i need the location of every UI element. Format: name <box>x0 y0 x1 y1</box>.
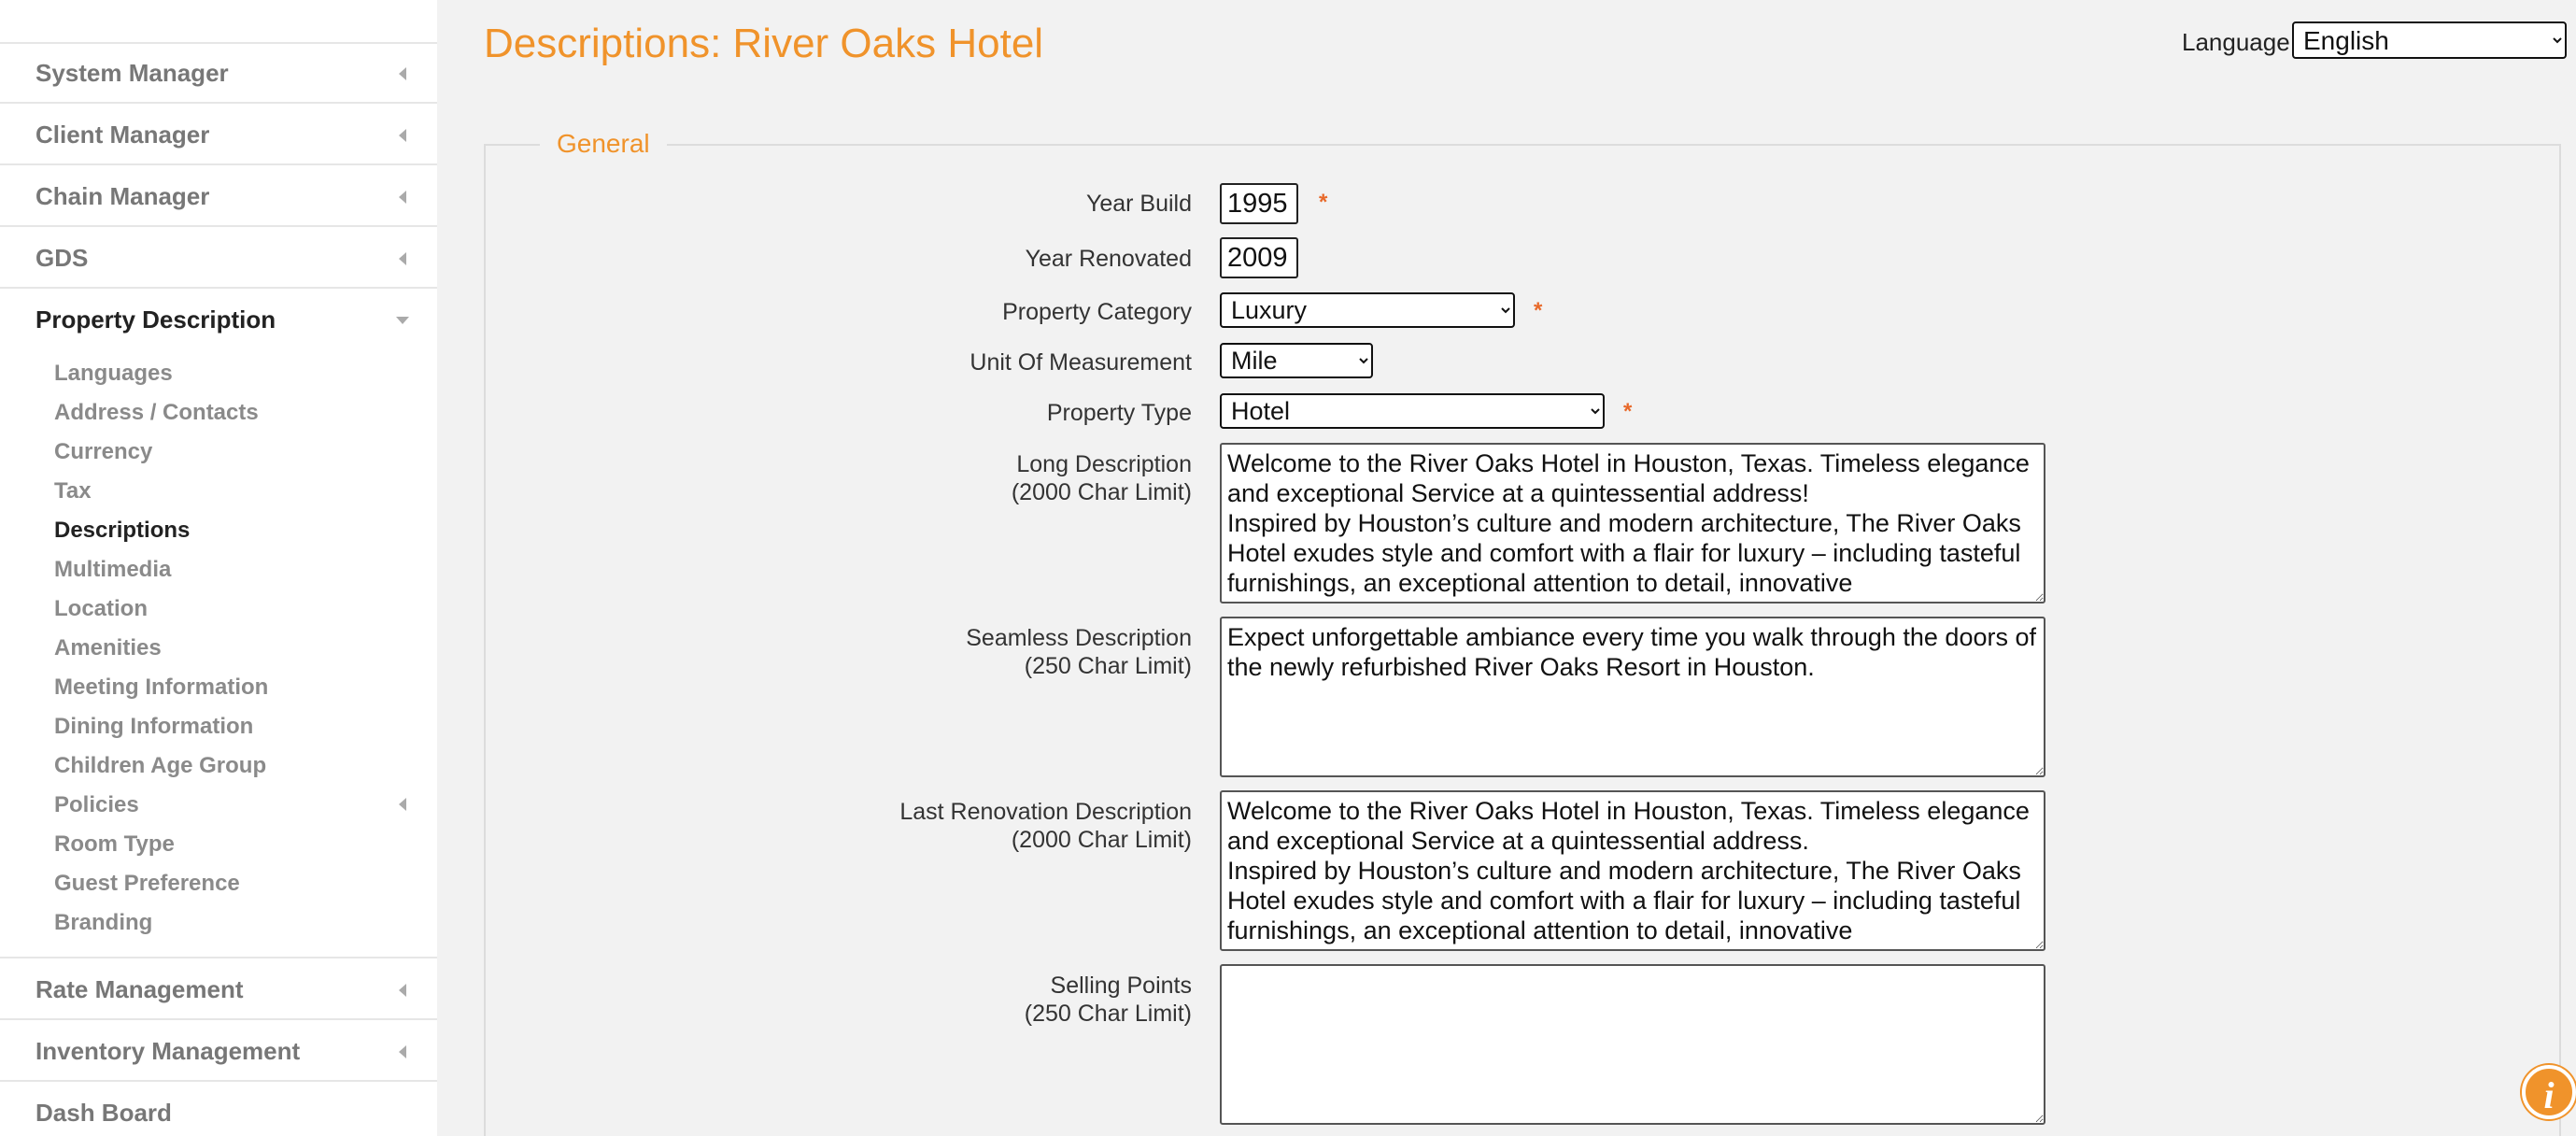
property-type-label <box>1047 399 1192 427</box>
info-icon[interactable]: i <box>2522 1065 2576 1119</box>
required-marker: * <box>1319 190 1328 215</box>
selling-points-label-text: Selling Points <box>1050 973 1192 999</box>
chevron-left-icon <box>399 984 406 997</box>
selling-points-label <box>1025 972 1192 1028</box>
sidebar-subitem-address-contacts[interactable] <box>0 392 437 432</box>
chevron-left-icon <box>399 129 406 142</box>
chevron-left-icon <box>399 798 406 811</box>
last-renovation-description-label-text: Last Renovation Description <box>899 799 1192 825</box>
property-type-select[interactable] <box>1220 393 1605 429</box>
sidebar-item-chain-manager[interactable] <box>0 167 437 227</box>
sidebar-subitem-label: Tax <box>54 478 92 504</box>
year-renovated-input[interactable] <box>1220 237 1298 278</box>
sidebar-subitem-policies[interactable] <box>0 785 437 824</box>
sidebar-subitem-currency[interactable] <box>0 432 437 471</box>
page-title: Descriptions: River Oaks Hotel <box>484 21 1044 66</box>
sidebar-item-dash-board[interactable] <box>0 1084 437 1136</box>
sidebar-item-gds[interactable] <box>0 229 437 289</box>
long-description-label-text: Long Description <box>1016 451 1192 477</box>
sidebar-subitem-label: Descriptions <box>54 518 191 543</box>
sidebar-subitem-tax[interactable] <box>0 471 437 510</box>
property-category-label-text: Property Category <box>1002 299 1192 325</box>
sidebar-item-label: Inventory Management <box>35 1037 301 1065</box>
year-build-input[interactable] <box>1220 183 1298 224</box>
fieldset-legend: General <box>540 129 667 159</box>
seamless-description-textarea[interactable] <box>1220 617 2045 777</box>
sidebar-subitem-label: Location <box>54 596 148 621</box>
sidebar-item-label: Chain Manager <box>35 182 210 210</box>
selling-points-limit: (250 Char Limit) <box>1024 1001 1192 1027</box>
sidebar-subitem-multimedia[interactable] <box>0 549 437 589</box>
sidebar-item-label: Rate Management <box>35 975 244 1003</box>
sidebar-subitem-languages[interactable] <box>0 353 437 392</box>
sidebar-subitem-children-age-group[interactable] <box>0 746 437 785</box>
selling-points-textarea[interactable] <box>1220 964 2045 1125</box>
sidebar-subitem-amenities[interactable] <box>0 628 437 667</box>
long-description-textarea[interactable] <box>1220 443 2045 604</box>
language-select[interactable] <box>2292 21 2567 59</box>
year-renovated-label-text: Year Renovated <box>1025 246 1192 272</box>
sidebar-subitem-room-type[interactable] <box>0 824 437 863</box>
sidebar-subitem-label: Guest Preference <box>54 871 240 896</box>
sidebar-submenu <box>0 340 437 958</box>
year-build-label <box>1086 190 1192 218</box>
sidebar-subitem-label: Room Type <box>54 831 175 857</box>
sidebar-subitem-label: Children Age Group <box>54 753 267 778</box>
sidebar-item-label: Property Description <box>35 305 276 334</box>
sidebar-subitem-label: Dining Information <box>54 714 254 739</box>
sidebar-subitem-branding[interactable] <box>0 902 437 942</box>
chevron-left-icon <box>399 252 406 265</box>
long-description-label <box>1012 450 1192 506</box>
seamless-description-label-text: Seamless Description <box>966 625 1192 651</box>
sidebar-subitem-guest-preference[interactable] <box>0 863 437 902</box>
sidebar-item-label: System Manager <box>35 59 229 87</box>
sidebar-subitem-label: Branding <box>54 910 153 935</box>
seamless-description-label <box>966 624 1192 680</box>
sidebar-item-label: Dash Board <box>35 1099 172 1127</box>
last-renovation-description-limit: (2000 Char Limit) <box>1011 827 1192 853</box>
unit-of-measurement-label <box>970 348 1192 376</box>
last-renovation-description-textarea[interactable] <box>1220 790 2045 951</box>
year-build-label-text: Year Build <box>1085 191 1192 217</box>
year-renovated-label <box>1026 245 1192 273</box>
sidebar-subitem-label: Currency <box>54 439 153 464</box>
property-category-select[interactable] <box>1220 292 1515 328</box>
sidebar-subitem-location[interactable] <box>0 589 437 628</box>
required-marker: * <box>1623 399 1633 424</box>
chevron-left-icon <box>399 191 406 204</box>
chevron-left-icon <box>399 1045 406 1058</box>
chevron-down-icon <box>396 317 409 324</box>
sidebar-item-rate-management[interactable] <box>0 960 437 1020</box>
sidebar-subitem-label: Policies <box>54 792 139 817</box>
property-category-label <box>1002 298 1192 326</box>
sidebar-item-label: GDS <box>35 244 89 272</box>
sidebar-subitem-label: Address / Contacts <box>54 400 259 425</box>
sidebar-item-system-manager[interactable] <box>0 44 437 104</box>
sidebar-item-client-manager[interactable] <box>0 106 437 165</box>
sidebar-subitem-dining-information[interactable] <box>0 706 437 746</box>
unit-of-measurement-select[interactable] <box>1220 343 1373 378</box>
sidebar-item-inventory-management[interactable] <box>0 1022 437 1082</box>
required-marker: * <box>1534 298 1543 323</box>
sidebar-subitem-label: Languages <box>54 361 173 386</box>
sidebar-subitem-label: Multimedia <box>54 557 172 582</box>
language-label: Language <box>2182 28 2290 56</box>
sidebar-item-label: Client Manager <box>35 121 210 149</box>
sidebar-subitem-descriptions[interactable] <box>0 510 437 549</box>
seamless-description-limit: (250 Char Limit) <box>1024 653 1192 679</box>
last-renovation-description-label <box>899 798 1192 854</box>
sidebar <box>0 0 437 1136</box>
unit-of-measurement-label-text: Unit Of Measurement <box>970 349 1192 376</box>
sidebar-subitem-meeting-information[interactable] <box>0 667 437 706</box>
sidebar-subitem-label: Amenities <box>54 635 162 660</box>
property-type-label-text: Property Type <box>1046 400 1192 426</box>
long-description-limit: (2000 Char Limit) <box>1011 479 1192 505</box>
chevron-left-icon <box>399 67 406 80</box>
sidebar-subitem-label: Meeting Information <box>54 674 269 700</box>
